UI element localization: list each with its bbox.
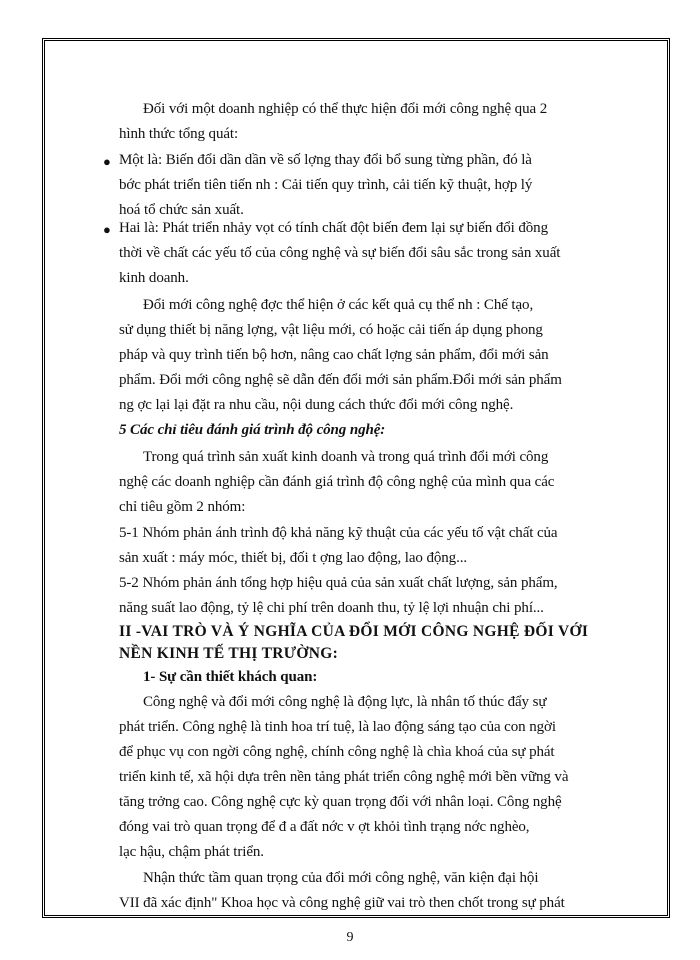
page-number: 9: [346, 930, 354, 945]
section-ii-para-1-line-3: để phục vụ con ngời công nghệ, chính công nghệ là chìa khoá của sự phát: [119, 744, 555, 760]
section-5-item-2-line-2: năng suất lao động, tỷ lệ chi phí trên doanh thu, tỷ lệ lợi nhuận chi phí...: [119, 600, 544, 616]
bullet-2-line-1: Hai là: Phát triển nhảy vọt có tính chất đột biến đem lại sự biến đổi đồng: [119, 220, 548, 236]
section-5-item-2-line-1: 5-2 Nhóm phản ánh tổng hợp hiệu quả của sản xuất chất lượng, sản phẩm,: [119, 575, 558, 591]
paragraph-2-line-1: Đổi mới công nghệ đợc thể hiện ở các kết quả cụ thể nh : Chế tạo,: [143, 297, 534, 313]
section-5-heading: 5 Các chỉ tiêu đánh giá trình độ công nghệ:: [119, 422, 386, 438]
paragraph-2-line-2: sử dụng thiết bị năng lợng, vật liệu mới, có hoặc cải tiến áp dụng phong: [119, 322, 543, 338]
paragraph-2-line-4: phẩm. Đổi mới công nghệ sẽ dẫn đến đổi mới sản phẩm.Đổi mới sản phẩm: [119, 372, 562, 388]
bullet-icon: ●: [103, 154, 111, 169]
section-5-line-1: Trong quá trình sản xuất kinh doanh và trong quá trình đổi mới công: [143, 449, 549, 465]
section-ii-heading-line-1: II -VAI TRÒ VÀ Ý NGHĨA CỦA ĐỔI MỚI CÔNG NGHỆ ĐỐI VỚI: [119, 623, 589, 640]
bullet-2-line-3: kinh doanh.: [119, 270, 189, 286]
section-ii-heading-line-2: NỀN KINH TẾ THỊ TRƯỜNG:: [119, 645, 339, 662]
section-5-item-1-line-2: sản xuất : máy móc, thiết bị, đối t ợng lao động, lao động...: [119, 550, 468, 566]
paragraph-2-line-5: ng ợc lại lại đặt ra nhu cầu, nội dung cách thức đổi mới công nghệ.: [119, 397, 514, 413]
bullet-1-line-3: hoá tổ chức sản xuất.: [119, 202, 244, 218]
section-5-line-2: nghệ các doanh nghiệp cần đánh giá trình độ công nghệ của mình qua các: [119, 474, 555, 490]
bullet-icon: ●: [103, 222, 111, 237]
section-ii-para-1-line-4: triển kinh tế, xã hội dựa trên nền tảng phát triển công nghệ mới bền vững và: [119, 769, 569, 785]
section-ii-para-1-line-1: Công nghệ và đổi mới công nghệ là động lực, là nhân tố thúc đẩy sự: [143, 694, 547, 710]
section-ii-para-1-line-6: đóng vai trò quan trọng để đ a đất nớc v ợt khỏi tình trạng nớc nghèo,: [119, 819, 530, 835]
bullet-1-line-2: bớc phát triển tiên tiến nh : Cải tiến quy trình, cải tiến kỹ thuật, hợp lý: [119, 177, 533, 193]
section-ii-para-1-line-7: lạc hậu, chậm phát triển.: [119, 844, 264, 860]
paragraph-2-line-3: pháp và quy trình tiến bộ hơn, nâng cao chất lợng sản phẩm, đổi mới sản: [119, 347, 549, 363]
paragraph-1-line-1: Đối với một doanh nghiệp có thể thực hiện đổi mới công nghệ qua 2: [143, 101, 548, 117]
section-ii-para-2-line-1: Nhận thức tầm quan trọng của đổi mới công nghệ, văn kiện đại hội: [143, 870, 539, 886]
paragraph-1-line-2: hình thức tổng quát:: [119, 126, 239, 142]
section-ii-subheading: 1- Sự cần thiết khách quan:: [143, 669, 318, 685]
section-5-item-1-line-1: 5-1 Nhóm phản ánh trình độ khả năng kỹ thuật của các yếu tố vật chất của: [119, 525, 558, 541]
section-5-line-3: chỉ tiêu gồm 2 nhóm:: [119, 499, 246, 515]
section-ii-para-1-line-5: tăng trởng cao. Công nghệ cực kỳ quan trọng đối với nhân loại. Công nghệ: [119, 794, 562, 810]
section-ii-para-2-line-2: VII đã xác định" Khoa học và công nghệ giữ vai trò then chốt trong sự phát: [119, 895, 565, 911]
section-ii-para-1-line-2: phát triển. Công nghệ là tinh hoa trí tuệ, là lao động sáng tạo của con ngời: [119, 719, 556, 735]
bullet-1-line-1: Một là: Biến đổi dần dần về số lợng thay đổi bổ sung từng phần, đó là: [119, 152, 532, 168]
bullet-2-line-2: thời về chất các yếu tố của công nghệ và sự biến đổi sâu sắc trong sản xuất: [119, 245, 561, 261]
